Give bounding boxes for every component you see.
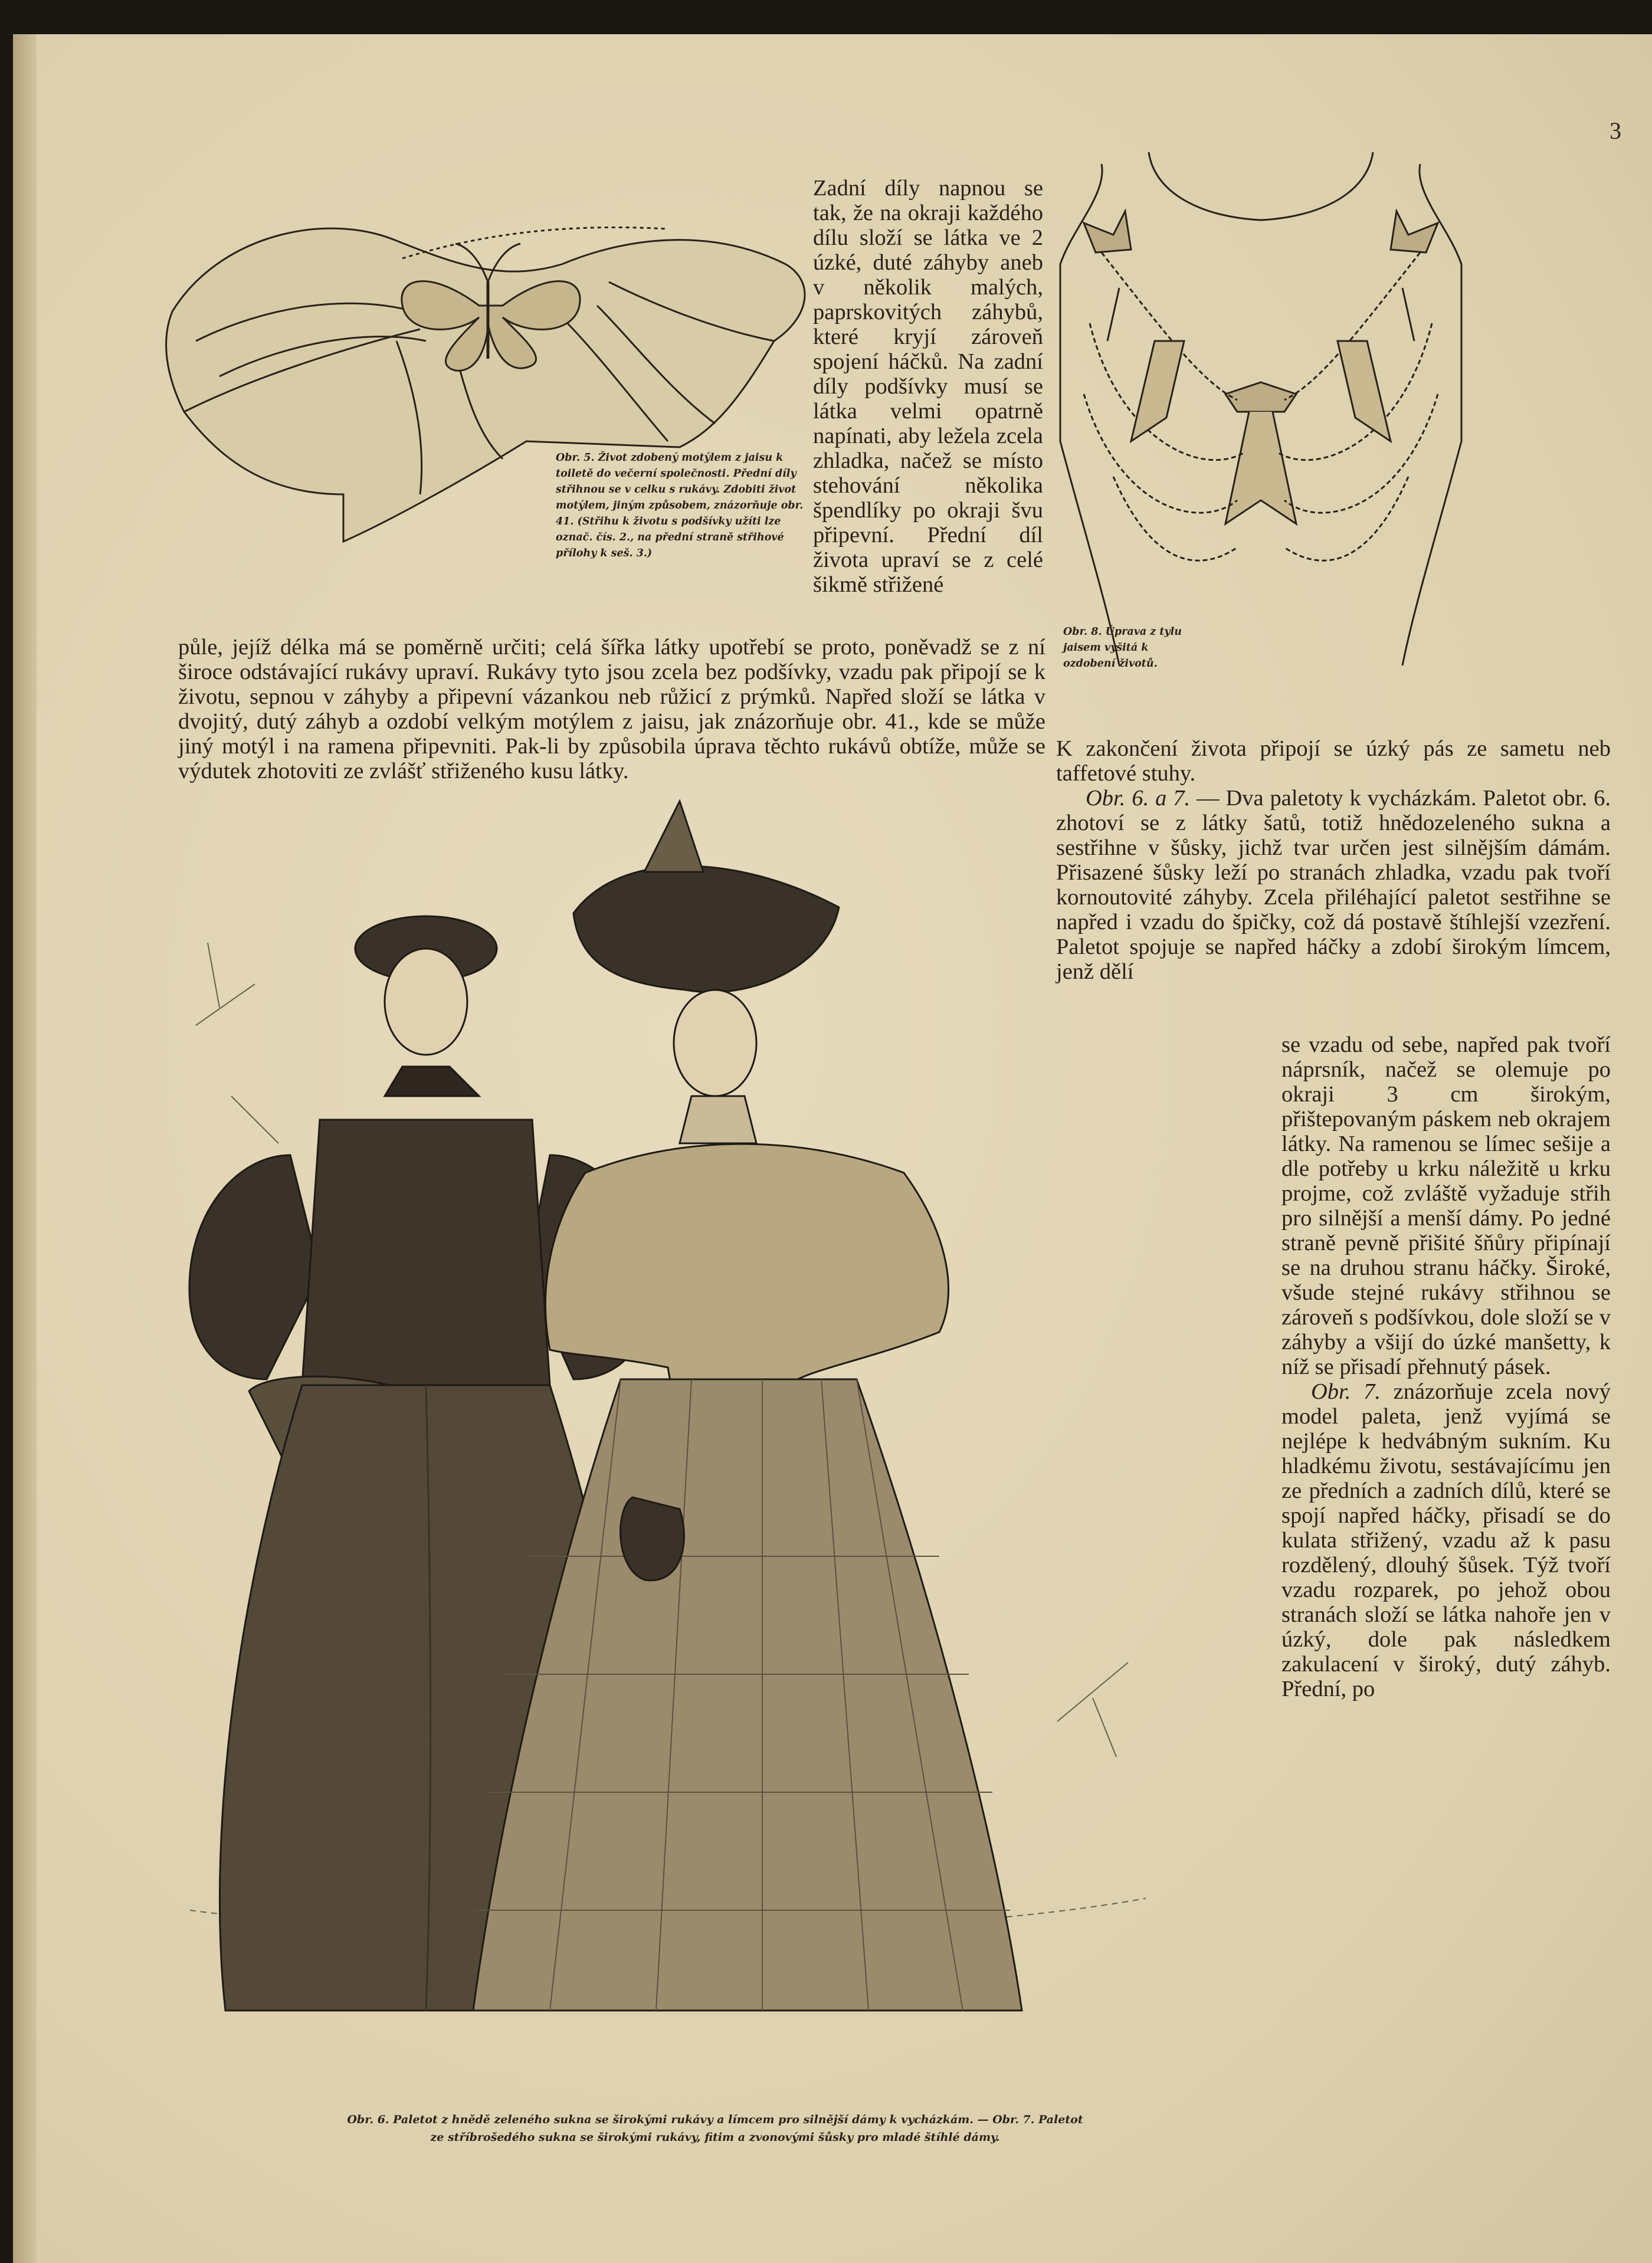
narrow-column-paragraph-b bbox=[1281, 1379, 1611, 1701]
wide-paragraph-text: půle, jejíž délka má se poměrně určiti; celá šířka látky upotřebí se proto, poněvadž se z ní široce odstávající rukávy upraví. Rukávy tyto jsou zcela bez podšívky, vzadu pak připojí se k životu, sepnou v záhyby a připevní vázankou neb růžicí z prýmků. Napřed složí se látka v dvojitý, dutý záhyb a ozdobí velkým motýlem z jaisu, jak znázorňuje obr. 41., kde se může jiný motýl i na ramena připevniti. Pak-li by způsobila úprava těchto rukávů obtíže, může se výdutek zhotoviti ze zvlášť střiženého kusu látky. bbox=[178, 635, 1045, 783]
fig6-7-caption-line-2: ze stříbrošedého sukna se širokými rukávy, fitim a zvonovými šůsky pro mladé štíhlé dámy. bbox=[430, 2131, 1000, 2144]
fig8-caption: Obr. 8. Úprava z tylu jaisem vyšitá k ozdobení životů. bbox=[1063, 626, 1182, 670]
mid-column-paragraph: Zadní díly napnou se tak, že na okraji každého dílu složí se látka ve 2 úzké, duté záhyby aneb v několik malých, paprskovitých záhybů, které kryjí zároveň spojení háčků. Na zadní díly podšívky musí se látka velmi opatrně napínati, aby ležela zcela zhladka, načež se místo stehování několika špendlíky po okraji švu připevní. Přední díl života upraví se z celé šikmě střižené bbox=[813, 176, 1043, 597]
wide-paragraph bbox=[178, 635, 1045, 783]
fig7-reference: Obr. 7. bbox=[1311, 1379, 1381, 1404]
narrow-column-paragraph-b-text: znázorňuje zcela nový model paleta, jenž vyjímá se nejlépe k hedvábným sukním. Ku hladkému životu, sestávajícímu jen ze předních a zadních dílů, které se spojí napřed háčky, přisadí se do kulata střižený, vzadu až k pasu rozdělený, dlouhý šůsek. Týž tvoří vzadu rozparek, po jehož obou stranách složí se látka nahoře jen v úzký, dole pak následkem zakulacení v široký, dutý záhyb. Přední, po bbox=[1281, 1379, 1611, 1701]
fig6-7-caption-line-1: Obr. 6. Paletot z hnědě zeleného sukna se širokými rukávy a límcem pro silnější dámy k vycházkám. — Obr. 7. Paletot bbox=[347, 2113, 1083, 2126]
fig67-reference: Obr. 6. a 7. bbox=[1086, 786, 1191, 811]
mid-column-text bbox=[813, 176, 1043, 597]
right-column-paragraph-b-text: — Dva paletoty k vycházkám. Paletot obr. 6. zhotoví se z látky šatů, totiž hnědozeleného sukna a sestřihne v šůsky, jichž tvar určen jest silnějším dámám. Přisazené šůsky leží po stranách zhladka, vzadu pak tvoří kornoutovité záhyby. Zcela přiléhající paletot sestřihne se napřed i vzadu do špičky, což dá postavě štíhlejší vzezření. Paletot spojuje se napřed háčky a zdobí širokým límcem, jenž dělí bbox=[1056, 786, 1611, 984]
fig8-tulle-ornament-illustration bbox=[1048, 146, 1473, 677]
right-column-paragraph-a: K zakončení života připojí se úzký pás ze sametu neb taffetové stuhy. bbox=[1056, 736, 1611, 786]
narrow-column-paragraph-a: se vzadu od sebe, napřed pak tvoří náprsník, načež se olemuje po okraji 3 cm širokým, přištepovaným páskem neb okrajem látky. Na ramenou se límec sešije a dle potřeby u krku náležitě u krku projme, což zvláště vyžaduje střih pro silnější a menší dámy. Po jedné straně pevně přišité šňůry připínají se na druhou stranu háčky. Široké, všude stejné rukávy střihnou se zároveň s podšívkou, dole složí se v záhyby a všijí do úzké manšetty, k níž se přisadí přehnutý pásek. bbox=[1281, 1032, 1611, 1379]
magazine-page bbox=[13, 34, 1652, 2263]
fig6-7-caption bbox=[214, 2111, 1217, 2146]
page-number: 3 bbox=[1610, 117, 1621, 144]
fig6-7-paletot-illustration bbox=[172, 789, 1234, 2105]
fig5-caption: Obr. 5. Život zdobený motýlem z jaisu k toiletě do večerní společnosti. Přední díly střihnou se v celku s rukávy. Zdobiti život motýlem, jiným způsobem, znázorňuje obr. 41. (Střihu k životu s podšívky užíti lze označ. čís. 2., na přední straně střihové přílohy k seš. 3.) bbox=[556, 452, 804, 559]
page-gutter bbox=[13, 34, 37, 2263]
right-column-narrow bbox=[1281, 1032, 1611, 1701]
